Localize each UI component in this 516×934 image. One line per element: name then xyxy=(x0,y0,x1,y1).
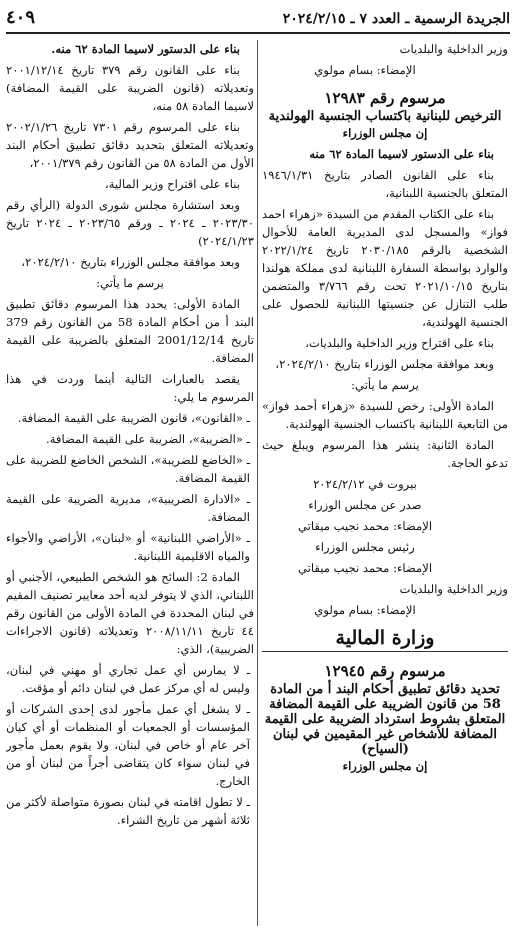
decree-para: بناء على اقتراح وزير المالية، xyxy=(104,177,240,191)
article-2: المادة الثانية: ينشر هذا المرسوم ويبلغ حيث تدعو الحاجة. xyxy=(262,438,508,470)
minister-signature: الإمضاء: بسام مولوي xyxy=(314,63,416,77)
decrees-line: يرسم ما يأتي: xyxy=(96,276,164,290)
place-date: بيروت في ٢٠٢٤/٢/١٢ xyxy=(313,477,417,491)
definition-item: ـ «القانون»، قانون الضريبة على القيمة المضافة. xyxy=(17,411,250,425)
signature: الإمضاء: بسام مولوي xyxy=(314,603,416,617)
decree-number: مرسوم رقم ١٢٩٤٥ xyxy=(324,662,446,680)
decree-para: بناء على القانون الصادر بتاريخ ١٩٤٦/١/٣١ المتعلق بالجنسية اللبنانية، xyxy=(262,168,508,200)
decree-para: وبعد استشارة مجلس شورى الدولة (الرأي رقم ٢٠٢٣/٣٠ ـ ٢٠٢٤ ـ ورقم ٢٠٢٣/٦٥ ـ ٢٠٢٤ تاريخ ٢٠٢٤/١/٢٣) xyxy=(6,198,254,248)
definitions-list xyxy=(6,409,254,565)
decree-para: وبعد موافقة مجلس الوزراء بتاريخ ٢٠٢٤/٢/١٠، xyxy=(275,357,494,371)
definitions-intro: يقصد بالعبارات التالية أينما وردت في هذا المرسوم ما يلي: xyxy=(6,372,254,404)
decree-para: بناء على الكتاب المقدم من السيدة «زهراء احمد فواز» والمسجل لدى المديرية العامة للأحوال الشخصية بالرقم ٢٠٣٠/١٨٥ تاريخ ٢٠٢٢/١/٢٤ والوارد بواسطة السفارة اللبنانية لدى مملكة هولندا بتاريخ ٢٠٢١/١٠/١٥ تحت رقم ٣/٧٦٦ والمتضمن طلب التنازل عن جنسيتها اللبنانية للحصول على الجنسية الهولندية، xyxy=(262,207,508,329)
signature: الإمضاء: محمد نجيب ميقاتي xyxy=(297,561,433,575)
conditions-list xyxy=(6,661,254,829)
article-1: المادة الأولى: يحدد هذا المرسوم دقائق تطبيق البند أ من أحكام المادة 58 من القانون رقم 379 تاريخ 2001/12/14 المتعلق بالضريبة على القيمة المضافة. xyxy=(6,297,254,365)
left-column xyxy=(6,40,254,928)
signature: الإمضاء: محمد نجيب ميقاتي xyxy=(297,519,433,533)
gazette-title: الجريدة الرسمية ـ العدد ٧ ـ ٢٠٢٤/٢/١٥ xyxy=(282,11,510,27)
signature-title: رئيس مجلس الوزراء xyxy=(315,540,415,554)
decree-para: بناء على القانون رقم ٣٧٩ تاريخ ٢٠٠١/١٢/١٤ وتعديلاته (قانون الضريبة على القيمة المضافة) لاسيما المادة ٥٨ منه، xyxy=(6,63,254,113)
condition-item: ـ لا يشغل أي عمل مأجور لدى إحدى الشركات أو المؤسسات أو الجمعيات أو المنظمات أو أي كيان آخر عام أو خاص في لبنان، ولا يقوم بعمل مأجور في لبنان سواء كان يتقاضى أجراً من لبنان أو من الخارج. xyxy=(6,702,250,788)
council-heading: إن مجلس الوزراء xyxy=(342,759,428,773)
decree-subject: تحديد دقائق تطبيق أحكام البند أ من المادة 58 من قانون الضريبة على القيمة المضافة المتعلق بشروط استرداد الضريبة على القيمة المضافة للأشخاص غير المقيمين في لبنان (السياح) xyxy=(264,682,506,757)
minister-title: وزير الداخلية والبلديات xyxy=(399,42,508,56)
decree-subject: الترخيص للبنانية باكتساب الجنسية الهولندية xyxy=(268,109,502,124)
decree-para: بناء على اقتراح وزير الداخلية والبلديات، xyxy=(305,336,494,350)
definition-item: ـ «الادارة الضريبية»، مديرية الضريبة على القيمة المضافة. xyxy=(6,492,250,524)
decree-number: مرسوم رقم ١٢٩٨٣ xyxy=(324,89,446,107)
definition-item: ـ «الخاضع للضريبة»، الشخص الخاضع للضريبة على القيمة المضافة. xyxy=(6,453,250,485)
article-1: المادة الأولى: رخص للسيدة «زهراء أحمد فواز» من التابعية اللبنانية باكتساب الجنسية الهولندية. xyxy=(262,399,508,431)
condition-item: ـ لا تطول اقامته في لبنان بصورة متواصلة لأكثر من ثلاثة أشهر من تاريخ الشراء. xyxy=(6,795,250,827)
page-header xyxy=(6,6,510,34)
right-column xyxy=(262,40,508,928)
definition-item: ـ «الضريبة»، الضريبة على القيمة المضافة. xyxy=(46,432,250,446)
definition-item: ـ «الأراضي اللبنانية» أو «لبنان»، الأراضي والأجواء والمياه الاقليمية اللبنانية. xyxy=(6,531,250,563)
ministry-heading: وزارة المالية xyxy=(262,627,508,652)
decree-para: بناء على المرسوم رقم ٧٣٠١ تاريخ ٢٠٠٢/١/٢٦ وتعديلاته المتعلق بتحديد دقائق تطبيق أحكام البند الأول من المادة ٥٨ من القانون رقم ٢٠٠١/٣٧٩، xyxy=(6,120,254,170)
signature-title: وزير الداخلية والبلديات xyxy=(399,582,508,596)
decree-para: بناء على الدستور لاسيما المادة ٦٢ منه. xyxy=(51,42,240,56)
column-divider xyxy=(257,40,258,926)
signature-title: صدر عن مجلس الوزراء xyxy=(308,498,422,512)
decree-para: وبعد موافقة مجلس الوزراء بتاريخ ٢٠٢٤/٢/١٠، xyxy=(21,255,240,269)
decree-para: بناء على الدستور لاسيما المادة ٦٢ منه xyxy=(309,147,494,161)
decrees-line: يرسم ما يأتي: xyxy=(351,378,419,392)
article-2: المادة 2: السائح هو الشخص الطبيعي، الأجنبي أو اللبناني، الذي لا يتوفر لديه أحد معايير تصنيف المقيم في لبنان المحددة في المادة الأولى من القانون رقم ٤٤ تاريخ ٢٠٠٨/١١/١١ وتعديلاته (قانون الاجراءات الضريبية)، الذي: xyxy=(6,570,254,656)
page-number: ٤٠٩ xyxy=(6,7,36,28)
condition-item: ـ لا يمارس أي عمل تجاري أو مهني في لبنان، وليس له أي مركز عمل في لبنان دائم أو مؤقت. xyxy=(6,663,250,695)
council-heading: إن مجلس الوزراء xyxy=(342,126,428,140)
